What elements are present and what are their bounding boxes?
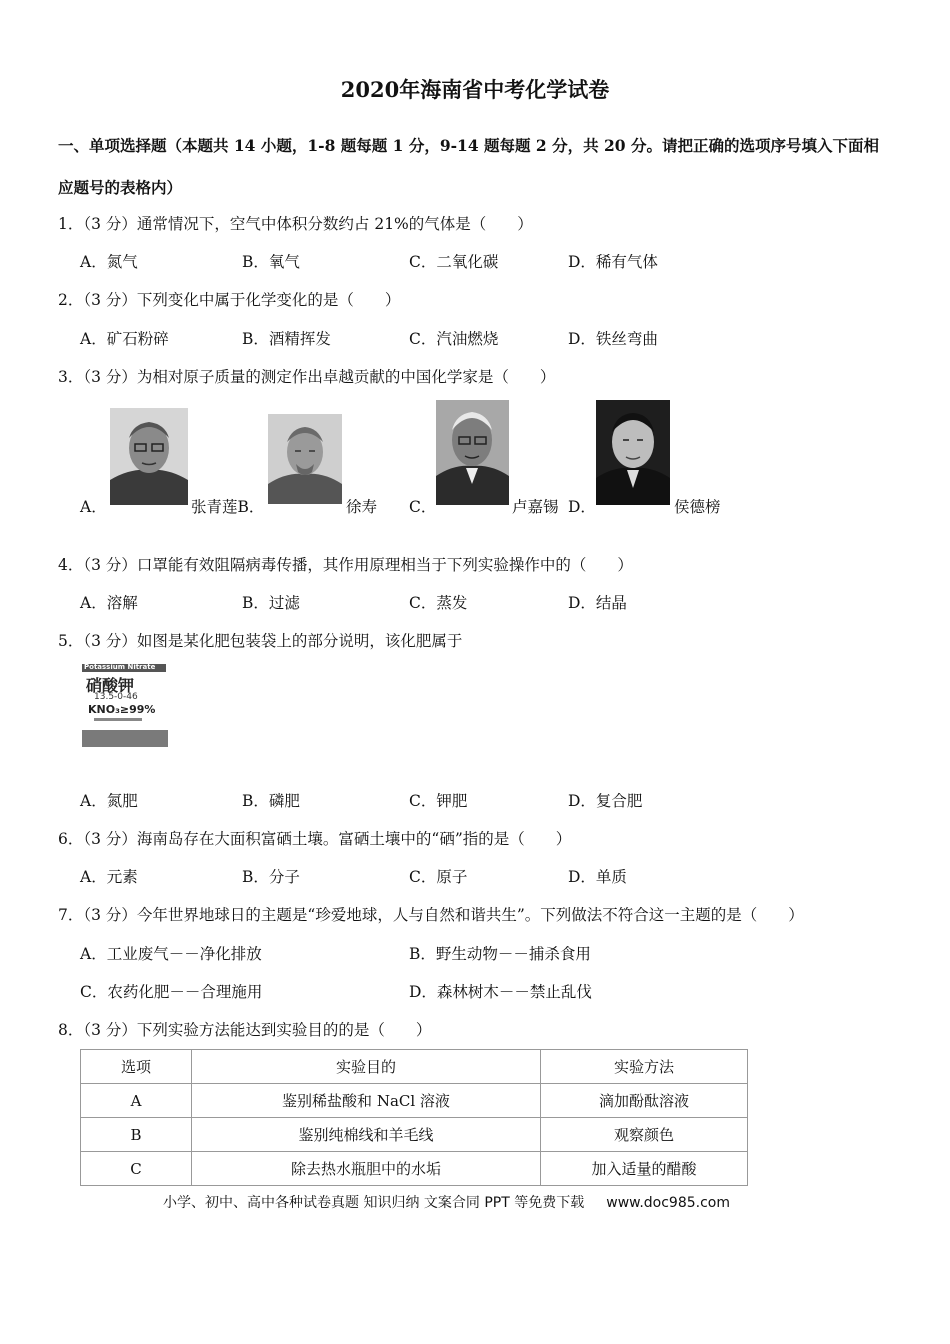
q4-option-d: D．结晶 [568,594,627,612]
label-english-name: Potassium Nitrate [84,663,156,671]
page-title: 2020年海南省中考化学试卷 [340,77,610,102]
header-purpose: 实验目的 [192,1050,541,1084]
q1-option-b: B．氧气 [242,253,300,271]
q2-option-a: A．矿石粉碎 [80,330,169,348]
row-a-purpose: 鉴别稀盐酸和 NaCl 溶液 [192,1084,541,1118]
q5-option-b: B．磷肥 [242,792,300,810]
row-c-option: C [81,1152,192,1186]
q5-option-c: C．钾肥 [409,792,468,810]
question-2-stem: 2．（3 分）下列变化中属于化学变化的是（ ） [58,291,401,309]
page-footer [163,1192,730,1212]
q7-option-d: D．森林树木－－禁止乱伐 [409,983,592,1001]
label-purity: KNO₃≥99% [88,703,156,716]
q7-option-c: C．农药化肥－－合理施用 [80,983,263,1001]
question-8-stem: 8．（3 分）下列实验方法能达到实验目的的是（ ） [58,1021,432,1039]
q6-option-a: A．元素 [80,868,138,886]
q6-option-b: B．分子 [242,868,300,886]
q3-option-c-letter: C． [409,498,437,516]
q3-option-d-letter: D． [568,498,596,516]
table-header-row [81,1050,748,1084]
q5-option-d: D．复合肥 [568,792,643,810]
q1-option-a: A．氮气 [80,253,138,271]
q3-option-b-name: 徐寿 [346,498,378,516]
row-b-option: B [81,1118,192,1152]
q7-option-a: A．工业废气－－净化排放 [80,945,262,963]
q1-option-c: C．二氧化碳 [409,253,499,271]
q3-option-a-name-b-letter: 张青莲B． [191,498,265,516]
q6-option-d: D．单质 [568,868,627,886]
q3-option-d-name: 侯德榜 [674,498,721,516]
row-a-method: 滴加酚酞溶液 [541,1084,748,1118]
q1-option-d: D．稀有气体 [568,253,658,271]
row-c-method: 加入适量的醋酸 [541,1152,748,1186]
header-option: 选项 [81,1050,192,1084]
header-method: 实验方法 [541,1050,748,1084]
question-1-stem: 1．（3 分）通常情况下，空气中体积分数约占 21%的气体是（ ） [58,215,533,233]
table-row [81,1118,748,1152]
question-5-stem: 5．（3 分）如图是某化肥包装袋上的部分说明，该化肥属于 [58,632,463,650]
label-chinese-name: 硝酸钾 [86,676,135,695]
question-6-stem: 6．（3 分）海南岛存在大面积富硒土壤。富硒土壤中的“硒”指的是（ ） [58,830,572,848]
footer-text: 小学、初中、高中各种试卷真题 知识归纳 文案合同 PPT 等免费下载 [163,1195,585,1211]
q2-option-c: C．汽油燃烧 [409,330,499,348]
q6-option-c: C．原子 [409,868,468,886]
q3-option-a-letter: A． [80,498,107,516]
row-a-option: A [81,1084,192,1118]
experiment-table [80,1049,748,1186]
label-bottom-band [82,730,168,747]
footer-url[interactable]: www.doc985.com [606,1195,730,1211]
question-4-stem: 4．（3 分）口罩能有效阻隔病毒传播，其作用原理相当于下列实验操作中的（ ） [58,556,633,574]
table-row [81,1084,748,1118]
portrait-xu-shou [268,414,342,504]
row-c-purpose: 除去热水瓶胆中的水垢 [192,1152,541,1186]
portrait-zhang-qinglian [110,408,188,505]
q2-option-d: D．铁丝弯曲 [568,330,658,348]
portrait-hou-debang [596,400,670,505]
question-3-stem: 3．（3 分）为相对原子质量的测定作出卓越贡献的中国化学家是（ ） [58,368,556,386]
label-npk-ratio: 13.5-0-46 [94,692,138,702]
question-7-stem: 7．（3 分）今年世界地球日的主题是“珍爱地球，人与自然和谐共生”。下列做法不符合这一主题的是（ ） [58,906,804,924]
row-b-method: 观察颜色 [541,1118,748,1152]
q4-option-c: C．蒸发 [409,594,468,612]
label-divider [94,718,142,721]
portrait-lu-jiaxi [436,400,509,505]
fertilizer-label-image [80,662,168,748]
q4-option-a: A．溶解 [80,594,138,612]
q4-option-b: B．过滤 [242,594,300,612]
table-row [81,1152,748,1186]
row-b-purpose: 鉴别纯棉线和羊毛线 [192,1118,541,1152]
q3-option-c-name: 卢嘉锡 [512,498,559,516]
section-header-line2: 应题号的表格内） [58,178,183,197]
q7-option-b: B．野生动物－－捕杀食用 [409,945,591,963]
q5-option-a: A．氮肥 [80,792,138,810]
q2-option-b: B．酒精挥发 [242,330,331,348]
section-header-line1: 一、单项选择题（本题共 14 小题，1-8 题每题 1 分，9-14 题每题 2 分，共 20 分。请把正确的选项序号填入下面相 [58,136,879,155]
